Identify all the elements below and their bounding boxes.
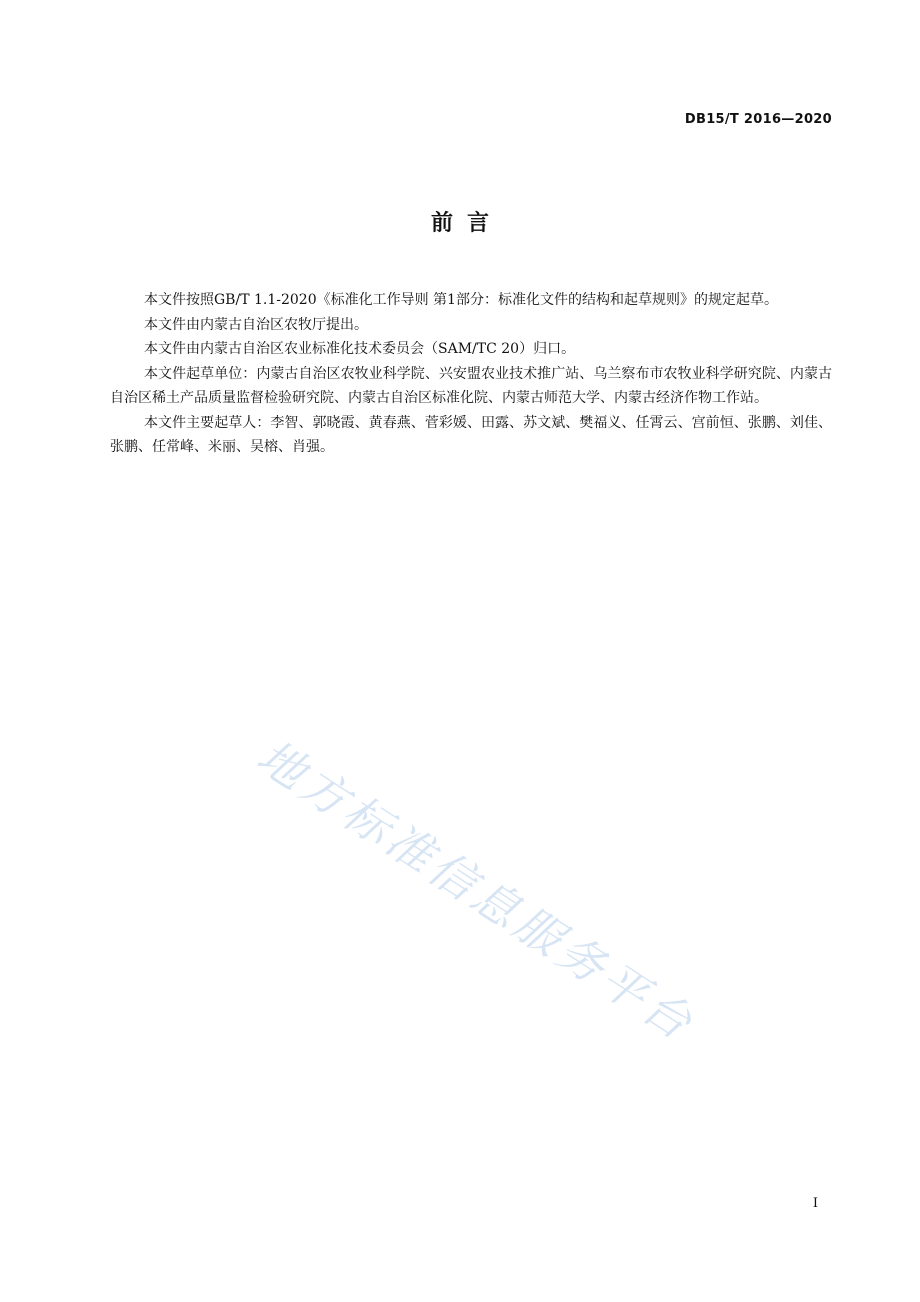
watermark: 地方标准信息服务平台 — [247, 728, 705, 1053]
page-number: I — [812, 1196, 818, 1211]
paragraph-drafting-units: 本文件起草单位：内蒙古自治区农牧业科学院、兴安盟农业技术推广站、乌兰察布市农牧业科学研究院、内蒙古自治区稀土产品质量监督检验研究院、内蒙古自治区标准化院、内蒙古师范大学、内蒙古经济作物工作站。 — [110, 365, 832, 406]
page-title: 前言 — [430, 211, 503, 236]
paragraph-administrator: 本文件由内蒙古自治区农业标准化技术委员会（SAM/TC 20）归口。 — [144, 341, 576, 357]
document-code: DB15/T 2016—2020 — [684, 112, 832, 127]
paragraph-drafters: 本文件主要起草人：李智、郭晓霞、黄春燕、菅彩媛、田露、苏文斌、樊福义、任霄云、宫前恒、张鹏、刘佳、张鹏、任常峰、米丽、吴榕、肖强。 — [110, 414, 832, 455]
foreword-body — [110, 288, 832, 460]
paragraph-proposer: 本文件由内蒙古自治区农牧厅提出。 — [144, 316, 368, 333]
paragraph-drafting-rules: 本文件按照GB/T 1.1-2020《标准化工作导则 第1部分：标准化文件的结构和起草规则》的规定起草。 — [144, 292, 778, 308]
